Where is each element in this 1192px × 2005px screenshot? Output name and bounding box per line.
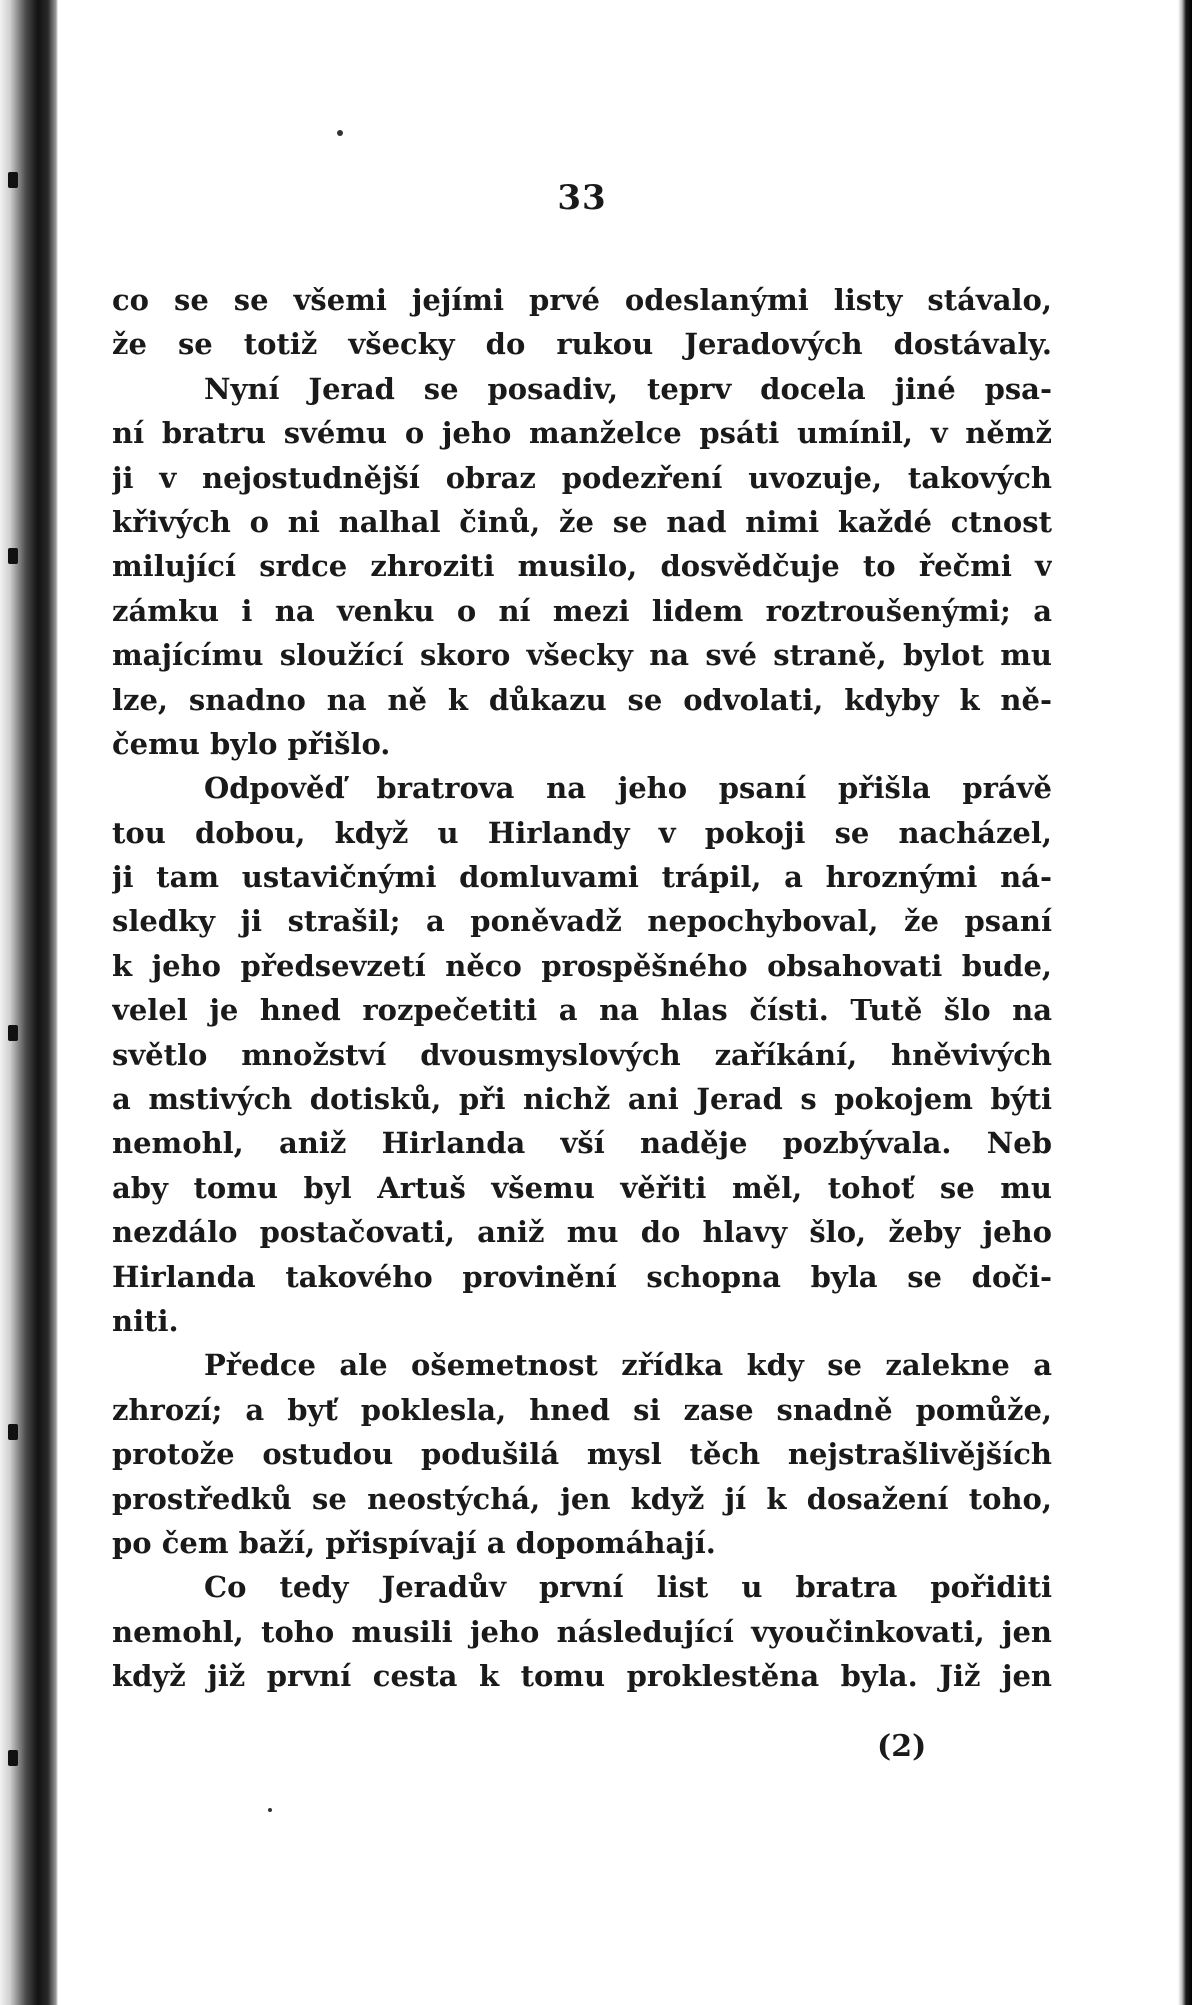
text-line: lze, snadno na ně k důkazu se odvolati, kdyby k ně-: [112, 682, 1052, 717]
text-line: nezdálo postačovati, aniž mu do hlavy šlo, žeby jeho: [112, 1215, 1052, 1250]
text-line: a mstivých dotisků, při nichž ani Jerad s pokojem býti: [112, 1082, 1052, 1117]
text-line: křivých o ni nalhal činů, že se nad nimi každé ctnost: [112, 504, 1052, 539]
text-line: zhrozí; a byť poklesla, hned si zase snadně pomůže,: [112, 1392, 1052, 1427]
text-line: čemu bylo přišlo.: [112, 726, 391, 761]
text-line: ji tam ustavičnými domluvami trápil, a hroznými ná-: [112, 860, 1052, 895]
spine-blemish: [8, 1424, 18, 1440]
text-line: že se totiž všecky do rukou Jeradových dostávaly.: [112, 327, 1052, 362]
text-line: milující srdce zhroziti musilo, dosvědčuje to řečmi v: [112, 549, 1052, 584]
text-line: Co tedy Jeradův první list u bratra pořiditi: [204, 1570, 1052, 1605]
text-line: aby tomu byl Artuš všemu věřiti měl, tohoť se mu: [112, 1170, 1052, 1205]
printer-signature-mark: (2): [877, 1729, 927, 1764]
text-line: Hirlanda takového provinění schopna byla se doči-: [112, 1259, 1052, 1294]
text-line: zámku i na venku o ní mezi lidem roztroušenými; a: [112, 593, 1052, 628]
text-line: velel je hned rozpečetiti a na hlas čísti. Tutě šlo na: [112, 993, 1052, 1028]
spine-blemish: [8, 172, 18, 188]
body-text: [112, 278, 1052, 1699]
text-line: po čem baží, přispívají a dopomáhají.: [112, 1525, 716, 1560]
text-line: ní bratru svému o jeho manželce psáti umínil, v němž: [112, 416, 1052, 451]
page-number: 33: [557, 178, 607, 218]
text-line: prostředků se neostýchá, jen když jí k dosažení toho,: [112, 1481, 1052, 1516]
book-page: [112, 0, 1052, 2005]
text-line: Předce ale ošemetnost zřídka kdy se zalekne a: [204, 1348, 1052, 1383]
text-line: k jeho předsevzetí něco prospěšného obsahovati bude,: [112, 948, 1052, 983]
spine-blemish: [8, 1025, 18, 1041]
text-line: když již první cesta k tomu proklestěna byla. Již jen: [112, 1659, 1052, 1694]
book-spine-shadow: [0, 0, 58, 2005]
text-line: protože ostudou podušilá mysl těch nejstrašlivějších: [112, 1437, 1052, 1472]
text-line: majícímu sloužící skoro všecky na své straně, bylot mu: [112, 638, 1052, 673]
text-line: nemohl, aniž Hirlanda vší naděje pozbývala. Neb: [112, 1126, 1052, 1161]
text-line: nemohl, toho musili jeho následující vyoučinkovati, jen: [112, 1614, 1052, 1649]
text-line: tou dobou, když u Hirlandy v pokoji se nacházel,: [112, 815, 1052, 850]
text-line: ji v nejostudnější obraz podezření uvozuje, takových: [112, 460, 1052, 495]
text-line: sledky ji strašil; a poněvadž nepochyboval, že psaní: [112, 904, 1052, 939]
spine-blemish: [8, 548, 18, 564]
text-line: co se se všemi jejími prvé odeslanými listy stávalo,: [112, 283, 1052, 317]
text-line: niti.: [112, 1303, 179, 1338]
text-line: Odpověď bratrova na jeho psaní přišla právě: [204, 771, 1052, 806]
spine-blemish: [8, 1750, 18, 1766]
text-line: světlo množství dvousmyslových zaříkání, hněvivých: [112, 1037, 1052, 1072]
text-line: Nyní Jerad se posadiv, teprv docela jiné psa-: [204, 371, 1052, 406]
page-right-edge: [1178, 0, 1192, 2005]
